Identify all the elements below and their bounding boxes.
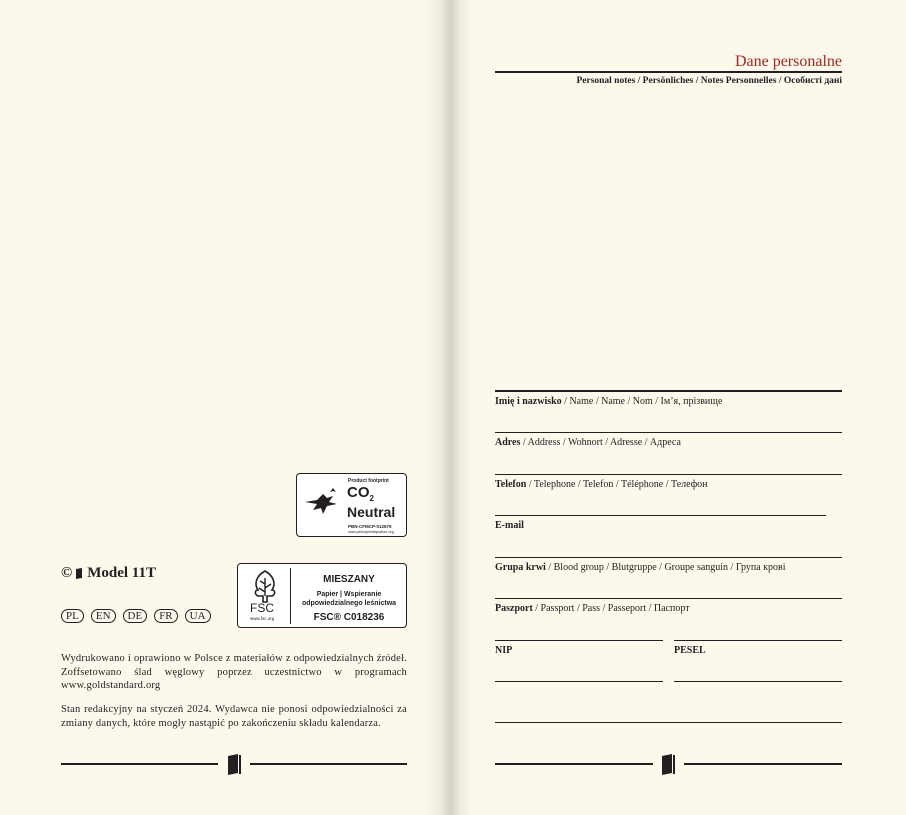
page-subtitle: Personal notes / Persönliches / Notes Personnelles / Особисті дані [576,76,842,86]
fsc-name: FSC [250,601,274,615]
field-label-address: Adres / Address / Wohnort / Adresse / Адреса [495,437,681,448]
field-line-passport[interactable] [495,640,663,641]
co2-small-label: Product footprint [348,478,389,484]
fsc-url: www.fsc.org [250,616,275,621]
field-label-blood-group: Grupa krwi / Blood group / Blutgruppe / Groupe sanguin / Група крові [495,562,786,573]
field-line-name[interactable] [495,432,842,433]
field-line-phone[interactable] [495,515,826,516]
field-label-email: E-mail [495,520,524,531]
book-icon [226,753,242,775]
left-ornament [61,753,407,771]
field-line-passport-2[interactable] [674,640,842,641]
field-line-nip[interactable] [495,681,663,682]
page-title: Dane personalne [734,53,842,70]
field-line-extra[interactable] [495,722,842,723]
field-line-blood-group[interactable] [495,598,842,599]
right-ornament [495,753,842,771]
copyright-symbol: © [61,565,73,581]
hummingbird-icon [303,484,343,524]
co2-neutral-text: Neutral [347,504,396,520]
language-badges [61,609,211,623]
left-page [0,0,450,815]
language-badge-fr: FR [154,609,177,623]
fsc-divider [290,568,291,624]
left-gutter-shadow [424,0,450,815]
book-icon [660,753,676,775]
right-page [450,0,906,815]
fsc-code: FSC® C018236 [313,612,385,623]
fsc-title: MIESZANY [323,574,375,585]
right-gutter-shadow [450,0,472,815]
co2-id: PBN-CFMCP-012875 [348,524,392,529]
field-label-nip: NIP [495,645,513,656]
field-line-email[interactable] [495,557,842,558]
book-icon [75,568,84,579]
fsc-subtitle: Papier | Wspieranie odpowiedzialnego leśnictwa [301,591,397,607]
co2-neutral-logo [296,473,407,537]
field-line-pesel[interactable] [674,681,842,682]
fsc-logo [237,563,407,628]
field-line-address[interactable] [495,474,842,475]
language-badge-ua: UA [185,609,211,623]
field-label-passport: Paszport / Passport / Pass / Passeport / Паспорт [495,603,690,614]
co2-url: www.pefootprintbynature.org [348,530,394,534]
co2-text: $CO_2$ [347,484,374,503]
language-badge-de: DE [123,609,148,623]
model-name: Model 11T [87,565,156,581]
field-label-name: Imię i nazwisko / Name / Name / Nom / Ім’я, прізвище [495,396,723,407]
form-top-line [495,390,842,392]
language-badge-pl: PL [61,609,84,623]
model-label [61,565,156,582]
edition-disclaimer: Stan redakcyjny na styczeń 2024. Wydawca nie ponosi odpowiedzialności za zmiany danych, które mogły nastąpić po zakończeniu składu kalendarza. [61,704,407,729]
field-label-phone: Telefon / Telephone / Telefon / Téléphone / Телефон [495,479,708,490]
field-label-pesel: PESEL [674,645,706,656]
title-divider [495,71,842,73]
language-badge-en: EN [91,609,116,623]
printing-info: Wydrukowano i oprawiono w Polsce z materiałów z odpowiedzialnych źródeł. Zoffsetowano ślad węglowy poprzez uczestnictwo w programach www.goldstandard.org [61,653,407,691]
